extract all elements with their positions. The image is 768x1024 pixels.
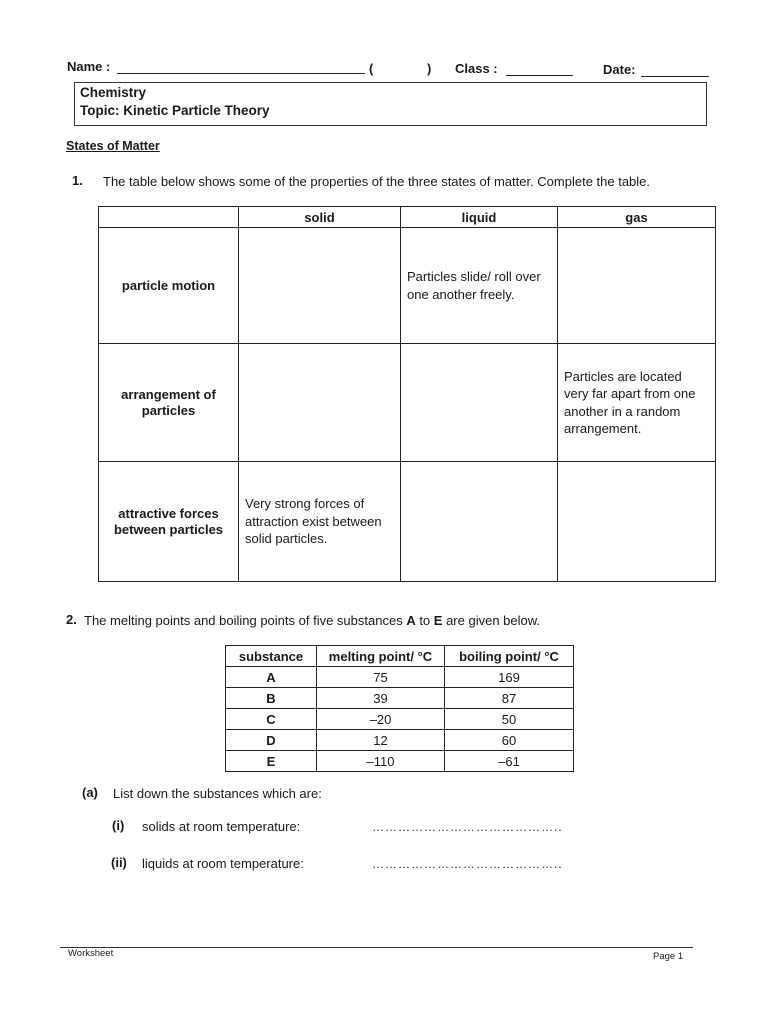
table-row <box>99 228 716 344</box>
index-paren-close: ) <box>427 61 432 76</box>
row-label-particle-motion: particle motion <box>99 228 239 344</box>
melting-point-cell: 75 <box>317 667 445 688</box>
q2-text-to: to <box>415 613 434 628</box>
melting-point-cell: –110 <box>317 751 445 772</box>
answer-cell-solid-motion[interactable] <box>239 228 401 344</box>
table-row <box>226 667 574 688</box>
name-field[interactable] <box>117 73 365 74</box>
answer-cell-gas-forces[interactable] <box>558 462 716 582</box>
q2-text-after: are given below. <box>442 613 541 628</box>
states-properties-table <box>98 206 716 582</box>
answer-line-solids[interactable]: …………………………………….. <box>372 820 563 834</box>
table-row <box>226 709 574 730</box>
table-row <box>226 730 574 751</box>
header-substance: substance <box>226 646 317 667</box>
class-label: Class : <box>455 61 498 76</box>
table-row <box>99 344 716 462</box>
q2-text-e: E <box>433 613 443 628</box>
name-label: Name : <box>67 59 111 74</box>
substance-cell: D <box>226 730 317 751</box>
table-header-gas: gas <box>558 207 716 228</box>
boiling-point-cell: 50 <box>445 709 574 730</box>
table-header-blank <box>99 207 239 228</box>
table-header-row <box>226 646 574 667</box>
answer-cell-liquid-arrangement[interactable] <box>401 344 558 462</box>
melting-point-cell: 12 <box>317 730 445 751</box>
part-a-text: List down the substances which are: <box>113 786 322 801</box>
class-field[interactable] <box>506 75 573 76</box>
q2-text <box>84 613 540 628</box>
row-label-attractive-forces: attractive forces between particles <box>99 462 239 582</box>
footer-worksheet-label: Worksheet <box>68 948 114 959</box>
date-field[interactable] <box>641 76 709 77</box>
part-a-label: (a) <box>82 785 98 800</box>
substance-cell: B <box>226 688 317 709</box>
subject-title: Chemistry <box>80 85 147 100</box>
table-row <box>226 751 574 772</box>
cell-solid-forces: Very strong forces of attraction exist between solid particles. <box>239 462 401 582</box>
melting-point-cell: 39 <box>317 688 445 709</box>
table-header-solid: solid <box>239 207 401 228</box>
section-title: States of Matter <box>66 139 160 153</box>
answer-cell-gas-motion[interactable] <box>558 228 716 344</box>
row-label-arrangement: arrangement of particles <box>99 344 239 462</box>
answer-line-liquids[interactable]: …………………………………….. <box>372 857 563 871</box>
boiling-point-cell: –61 <box>445 751 574 772</box>
part-a-i-text: solids at room temperature: <box>142 819 301 834</box>
boiling-point-cell: 60 <box>445 730 574 751</box>
table-row <box>226 688 574 709</box>
table-header-row <box>99 207 716 228</box>
melting-point-cell: –20 <box>317 709 445 730</box>
table-header-liquid: liquid <box>401 207 558 228</box>
part-a-i-label: (i) <box>112 818 125 833</box>
answer-cell-solid-arrangement[interactable] <box>239 344 401 462</box>
boiling-point-cell: 87 <box>445 688 574 709</box>
melting-boiling-table <box>225 645 574 772</box>
q2-number: 2. <box>66 612 77 627</box>
footer-divider <box>60 947 693 948</box>
substance-cell: C <box>226 709 317 730</box>
substance-cell: A <box>226 667 317 688</box>
q2-text-before: The melting points and boiling points of five substances <box>84 613 407 628</box>
cell-gas-arrangement: Particles are located very far apart from one another in a random arrangement. <box>558 344 716 462</box>
index-paren-open: ( <box>369 61 374 76</box>
date-label: Date: <box>603 62 636 77</box>
header-boiling-point: boiling point/ °C <box>445 646 574 667</box>
q1-text: The table below shows some of the properties of the three states of matter. Complete the table. <box>103 174 651 189</box>
q2-text-a: A <box>406 613 416 628</box>
substance-cell: E <box>226 751 317 772</box>
cell-liquid-motion: Particles slide/ roll over one another freely. <box>401 228 558 344</box>
footer-page-number: Page 1 <box>653 951 684 962</box>
topic-title: Topic: Kinetic Particle Theory <box>80 103 270 118</box>
answer-cell-liquid-forces[interactable] <box>401 462 558 582</box>
header-melting-point: melting point/ °C <box>317 646 445 667</box>
part-a-ii-label: (ii) <box>111 855 127 870</box>
boiling-point-cell: 169 <box>445 667 574 688</box>
table-row <box>99 462 716 582</box>
part-a-ii-text: liquids at room temperature: <box>142 856 304 871</box>
q1-number: 1. <box>72 173 83 188</box>
